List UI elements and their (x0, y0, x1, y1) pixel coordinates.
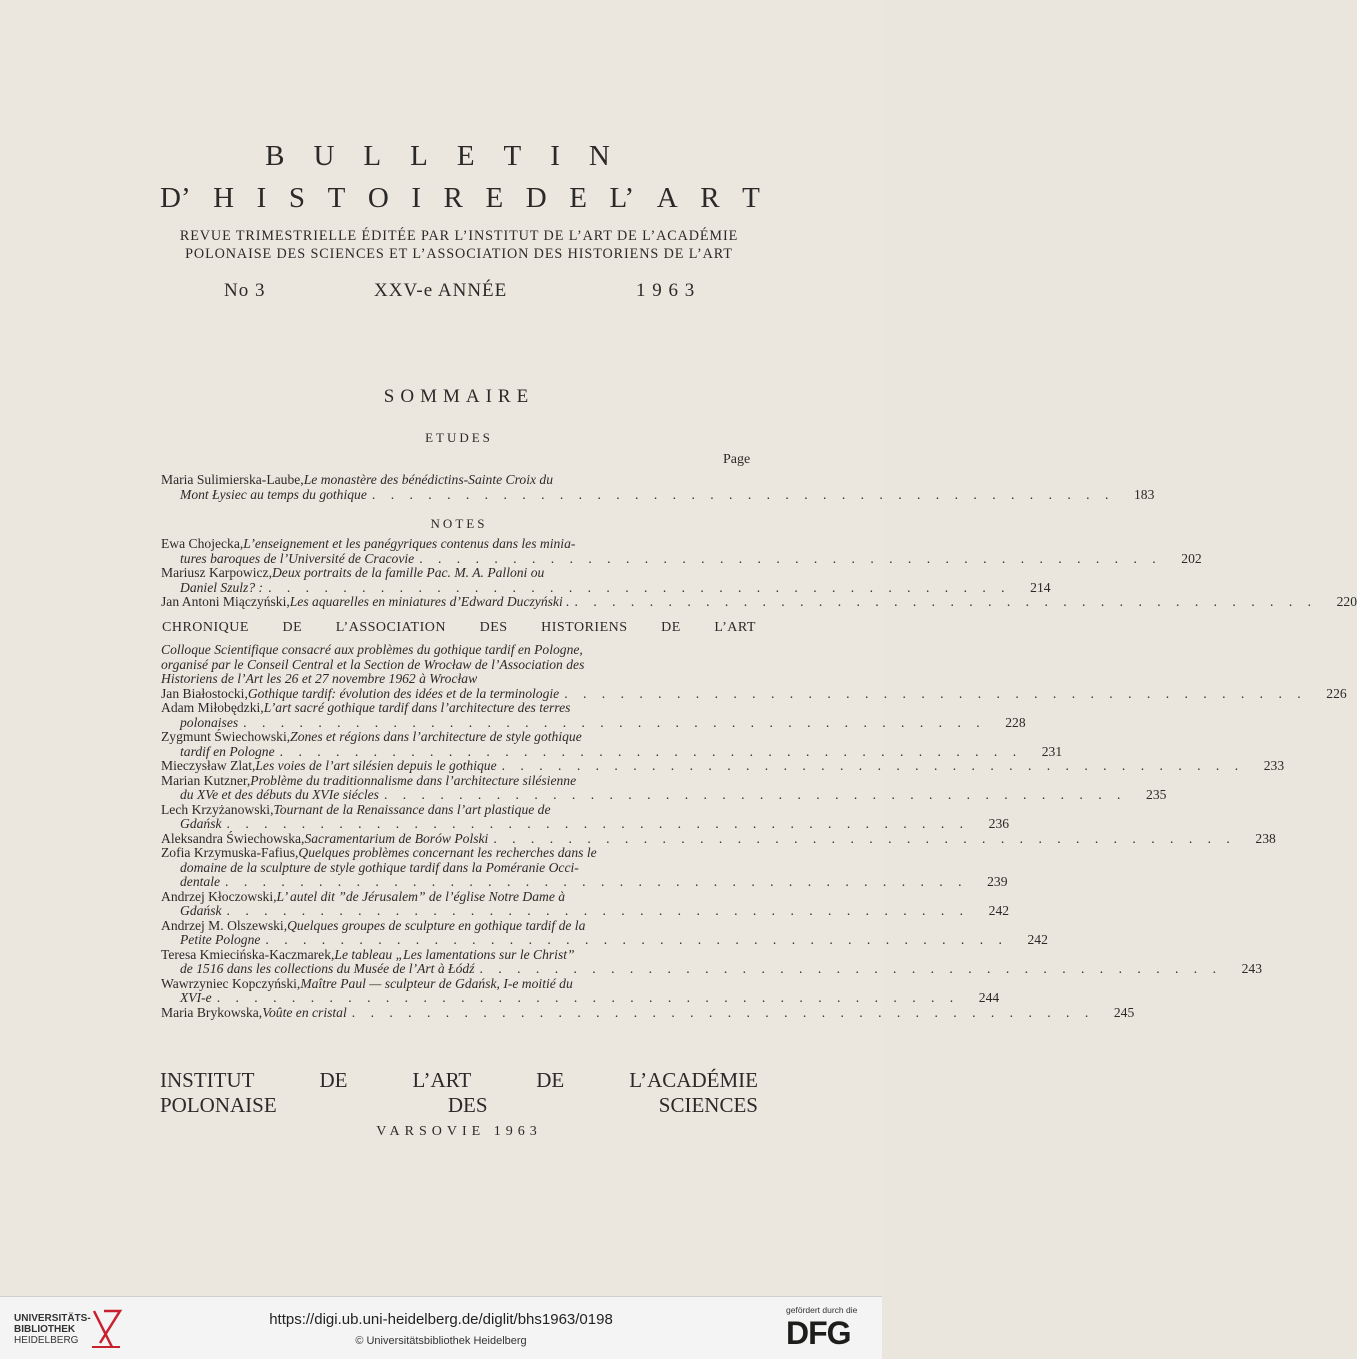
title-letter: A (656, 182, 678, 214)
colloque-line: Historiens de l’Art les 26 et 27 novembre 1962 à Wrocław (161, 671, 478, 686)
page-column-label: Page (723, 452, 751, 467)
entry-title-line: Voûte en cristal (262, 1004, 347, 1020)
leader-dots: . . . . . . . . . . . . . . . . . . . . . . . . . . . . . . . . . . . . . . . . (268, 579, 1011, 595)
entry-title-line: Problème du traditionnalisme dans l’architecture silésienne (250, 772, 577, 788)
entry-title-line: Gdańsk (180, 903, 222, 918)
entry-author: Andrzej Kłoczowski, (161, 888, 277, 904)
entry-title-line: Zones et régions dans l’architecture de style gothique (290, 729, 582, 744)
issue-number: No 3 (224, 280, 266, 301)
entry-author: Aleksandra Świechowska, (161, 830, 305, 846)
publisher-word: DES (447, 1093, 488, 1117)
chronique-word: DE (661, 620, 681, 635)
entry-title-line: Le tableau „Les lamentations sur le Christ” (334, 946, 575, 962)
entry-title-line: tures baroques de l’Université de Cracovie (180, 550, 415, 566)
title-letter: S (288, 182, 306, 214)
entry-title-line: Tournant de la Renaissance dans l’art plastique de (273, 801, 551, 817)
leader-dots: . . . . . . . . . . . . . . . . . . . . . . . . . . . . . . . . . . . . . . . . (243, 714, 986, 730)
publication-place: VARSOVIE 1963 (376, 1124, 542, 1139)
dfg-logo: DFG (786, 1315, 851, 1351)
page-gutter (717, 537, 757, 552)
page-gutter (717, 774, 757, 789)
leader-dots: . . . . . . . . . . . . . . . . . . . . . . . . . . . . . . . . . . . . . . . . (419, 550, 1162, 566)
entry-title-line: du XVe et des débuts du XVIe siécles (180, 787, 379, 802)
colloque-line: organisé par le Conseil Central et la Section de Wrocław de l’Association des (161, 656, 585, 672)
indent (161, 904, 180, 919)
notes-heading: NOTES (430, 516, 488, 531)
indent (161, 552, 180, 567)
page-gutter (717, 566, 757, 581)
entry-author: Mieczysław Zlat, (161, 758, 256, 773)
toc-entry-chronique[interactable] (161, 772, 1167, 803)
leader-dots: . . . . . . . . . . . . . . . . . . . . . . . . . . . . . . . . . . . . . . . . (383, 787, 1127, 802)
entry-title-line: Gdańsk (180, 816, 222, 831)
entry-author: Maria Brykowska, (161, 1004, 263, 1020)
entry-title-line: Daniel Szulz? : (180, 579, 264, 595)
toc-entry-chronique[interactable] (161, 1004, 1135, 1021)
title-letter: R (443, 182, 463, 214)
entry-page-number: 214 (1030, 579, 1051, 595)
entry-page-number: 220 (1336, 594, 1357, 609)
publisher-word: DE (536, 1068, 565, 1092)
title-letter: R (700, 182, 720, 214)
leader-dots: . . . . . . . . . . . . . . . . . . . . . . . . . . . . . . . . . . . . . . . . (225, 874, 968, 889)
colloque-paragraph (161, 643, 757, 687)
page-gutter (717, 730, 757, 745)
toc-entry-chronique[interactable] (161, 700, 1026, 730)
entry-page-number: 244 (978, 990, 1000, 1005)
leader-dots: . . . . . . . . . . . . . . . . . . . . . . . . . . . . . . . . . . . . . . . . (226, 903, 970, 918)
toc-entry-chronique[interactable] (161, 801, 1010, 832)
entry-page-number: 226 (1326, 685, 1347, 701)
entry-title-line: L’art sacré gothique tardif dans l’architecture des terres (263, 700, 571, 715)
funding-label: gefördert durch die (786, 1305, 858, 1315)
journal-title-bulletin: BULLETIN (265, 140, 639, 172)
entry-title-line: polonaises (180, 714, 239, 730)
entry-author: Zofia Krzymuska-Fafius, (161, 845, 299, 860)
page-gutter (717, 701, 757, 716)
indent (161, 875, 180, 890)
entry-author: Ewa Chojecka, (161, 536, 244, 551)
chronique-word: HISTORIENS (541, 620, 628, 635)
leader-dots: . . . . . . . . . . . . . . . . . . . . . . . . . . . . . . . . . . . . . . . . (279, 743, 1023, 759)
indent (161, 788, 180, 803)
title-letter: D (525, 182, 547, 214)
leader-dots: . . . . . . . . . . . . . . . . . . . . . . . . . . . . . . . . . . . . . . . . (351, 1004, 1095, 1020)
entry-title-line: dentale (180, 874, 221, 889)
subtitle-line-2: POLONAISE DES SCIENCES ET L’ASSOCIATION DES HISTORIENS DE L’ART (185, 246, 733, 262)
entry-page-number: 236 (988, 816, 1010, 831)
entry-page-number: 235 (1146, 787, 1167, 802)
etudes-heading: ETUDES (425, 430, 493, 445)
entry-page-number: 202 (1181, 550, 1202, 566)
toc-entry-etude[interactable] (161, 472, 1155, 502)
page-gutter (717, 919, 757, 934)
toc-entry-note[interactable] (161, 565, 1051, 595)
page-gutter (717, 948, 757, 963)
subtitle-line-1: REVUE TRIMESTRIELLE ÉDITÉE PAR L’INSTITUT DE L’ART DE L’ACADÉMIE (179, 228, 739, 244)
page-gutter (717, 803, 757, 818)
toc-entry-chronique[interactable] (161, 917, 1048, 948)
toc-entry-chronique[interactable] (161, 845, 1008, 890)
entry-title-line: L’ autel dit ”de Jérusalem” de l’église Notre Dame à (276, 888, 566, 904)
leader-dots: . . . . . . . . . . . . . . . . . . . . . . . . . . . . . . . . . . . . . . . . (226, 816, 970, 831)
leader-dots: . . . . . . . . . . . . . . . . . . . . . . . . . . . . . . . . . . . . . . . . (371, 486, 1115, 502)
title-letter: T (742, 182, 760, 214)
entry-title-line: Quelques groupes de sculpture en gothique tardif de la (287, 917, 586, 933)
title-letter: H (213, 182, 235, 214)
chronique-word: CHRONIQUE (162, 620, 249, 635)
toc-entry-chronique[interactable] (161, 888, 1010, 919)
library-logo-text: UNIVERSITÄTS- BIBLIOTHEK HEIDELBERG (14, 1313, 91, 1346)
entry-page-number: 231 (1041, 743, 1063, 759)
page-gutter (717, 977, 757, 992)
entry-title-line: Petite Pologne (180, 932, 261, 947)
entry-page-number: 233 (1263, 758, 1285, 773)
leader-dots: . . . . . . . . . . . . . . . . . . . . . . . . . . . . . . . . . . . . . . . . (479, 961, 1222, 976)
entry-title-line: domaine de la sculpture de style gothique tardif dans la Poméranie Occi- (180, 859, 579, 875)
entry-title-line: tardif en Pologne (180, 743, 275, 759)
page-gutter (717, 861, 757, 876)
entry-author: Maria Sulimierska-Laube, (161, 472, 304, 487)
copyright-notice: © Universitätsbibliothek Heidelberg (355, 1335, 527, 1347)
page-gutter (717, 846, 757, 861)
chronique-word: L’ASSOCIATION (335, 620, 446, 635)
toc-entry-note[interactable] (161, 594, 1357, 610)
indent (161, 933, 180, 948)
indent (161, 817, 180, 832)
indent (161, 991, 180, 1006)
page-gutter (717, 890, 757, 905)
entry-title-line: Les voies de l’art silésien depuis le gothique (255, 758, 497, 773)
leader-dots: . . . . . . . . . . . . . . . . . . . . . . . . . . . . . . . . . . . . . . . . (216, 990, 960, 1005)
leader-dots: . . . . . . . . . . . . . . . . . . . . . . . . . . . . . . . . . . . . . . . . (501, 758, 1245, 773)
leader-dots: . . . . . . . . . . . . . . . . . . . . . . . . . . . . . . . . . . . . . . . . (493, 830, 1236, 846)
entry-title-line: Les aquarelles en miniatures d’Edward Duczyński . (289, 594, 570, 609)
entry-page-number: 238 (1255, 830, 1276, 846)
entry-title-line: Le monastère des bénédictins-Sainte Croix du (303, 472, 554, 487)
chronique-heading (162, 620, 756, 636)
title-letter: E (485, 182, 504, 214)
entry-page-number: 245 (1113, 1004, 1135, 1020)
title-letter: T (327, 182, 346, 214)
publisher-word: SCIENCES (658, 1093, 758, 1117)
entry-title-line: Sacramentarium de Borów Polski (304, 830, 489, 846)
leader-dots: . . . . . . . . . . . . . . . . . . . . . . . . . . . . . . . . . . . . . . . . (574, 594, 1318, 609)
entry-title-line: de 1516 dans les collections du Musée de l’Art à Łódź (180, 961, 475, 976)
entry-page-number: 243 (1241, 961, 1262, 976)
entry-page-number: 242 (988, 903, 1010, 918)
colloque-line: Colloque Scientifique consacré aux problèmes du gothique tardif en Pologne, (161, 642, 583, 657)
entry-title-line: L’enseignement et les panégyriques contenus dans les minia- (243, 536, 576, 551)
entry-page-number: 183 (1133, 486, 1155, 502)
entry-author: Lech Krzyżanowski, (161, 801, 274, 817)
entry-author: Adam Miłobędzki, (161, 700, 264, 715)
publisher-word: DE (319, 1068, 348, 1092)
publisher-word: POLONAISE (160, 1093, 277, 1117)
entry-title-line: XVI-e (180, 990, 212, 1005)
title-letter: L’ (609, 182, 635, 214)
publisher-line-2 (160, 1093, 758, 1118)
chronique-word: DE (282, 620, 303, 635)
viewer-footer (0, 1296, 882, 1359)
entry-page-number: 228 (1005, 714, 1026, 730)
toc-entry-chronique[interactable] (161, 946, 1262, 977)
entry-author: Teresa Kmiecińska-Kaczmarek, (161, 946, 335, 962)
toc-entry-chronique[interactable] (161, 975, 1000, 1006)
publisher-word: INSTITUT (160, 1068, 255, 1092)
leader-dots: . . . . . . . . . . . . . . . . . . . . . . . . . . . . . . . . . . . . . . . . (265, 932, 1008, 947)
entry-author: Mariusz Karpowicz, (161, 565, 272, 580)
entry-author: Jan Antoni Miączyński, (161, 594, 290, 609)
journal-title-histoire (160, 182, 760, 215)
toc-entry-note[interactable] (161, 536, 1202, 566)
toc-entry-chronique[interactable] (161, 729, 1063, 759)
chronique-word: L’ART (714, 620, 756, 635)
publication-year: 1 9 6 3 (636, 280, 696, 301)
entry-author: Zygmunt Świechowski, (161, 729, 291, 744)
entry-title-line: Gothique tardif: évolution des idées et de la terminologie (247, 685, 560, 701)
entry-author: Wawrzyniec Kopczyński, (161, 975, 301, 991)
permalink-url[interactable]: https://digi.ub.uni-heidelberg.de/diglit/bhs1963/0198 (269, 1311, 613, 1328)
toc-entry-chronique[interactable] (161, 685, 1347, 702)
entry-title-line: Quelques problèmes concernant les recherches dans le (298, 845, 597, 860)
title-letter: I (411, 182, 421, 214)
chronique-word: DES (479, 620, 508, 635)
title-letter: O (367, 182, 389, 214)
toc-entry-chronique[interactable] (161, 758, 1285, 774)
toc-entry-chronique[interactable] (161, 830, 1276, 847)
indent (161, 861, 180, 876)
page-gutter (717, 473, 757, 488)
entry-author: Jan Białostocki, (161, 685, 248, 701)
title-letter: I (256, 182, 267, 214)
entry-title-line: Deux portraits de la famille Pac. M. A. Palloni ou (271, 565, 545, 580)
entry-page-number: 239 (987, 874, 1008, 889)
entry-author: Marian Kutzner, (161, 772, 251, 788)
leader-dots: . . . . . . . . . . . . . . . . . . . . . . . . . . . . . . . . . . . . . . . . (564, 685, 1307, 701)
title-letter: D’ (160, 182, 191, 214)
volume-year: XXV-e ANNÉE (374, 280, 508, 301)
entry-page-number: 242 (1027, 932, 1048, 947)
indent (161, 488, 180, 503)
indent (161, 962, 180, 977)
sommaire-heading: SOMMAIRE (383, 386, 535, 407)
title-letter: E (569, 182, 587, 214)
publisher-word: L’ART (412, 1068, 472, 1092)
indent (161, 716, 180, 731)
entry-author: Andrzej M. Olszewski, (161, 917, 288, 933)
entry-title-line: Mont Łysiec au temps du gothique (180, 486, 367, 502)
publisher-word: L’ACADÉMIE (629, 1068, 758, 1092)
entry-title-line: Maître Paul — sculpteur de Gdańsk, I-e moitié du (300, 975, 573, 991)
indent (161, 581, 180, 596)
indent (161, 745, 180, 760)
publisher-line-1 (160, 1068, 758, 1093)
